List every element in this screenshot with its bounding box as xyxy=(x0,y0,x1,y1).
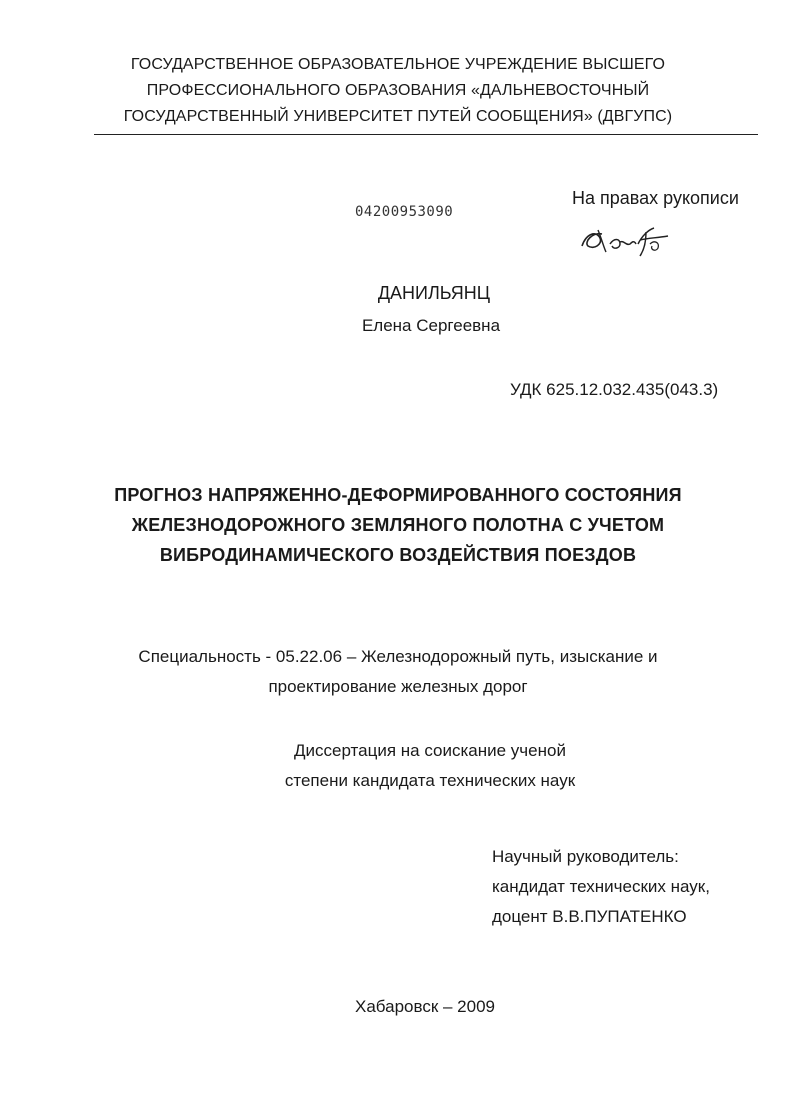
specialty-line-2: проектирование железных дорог xyxy=(268,677,528,696)
specialty-line-1: Специальность - 05.22.06 – Железнодорожный путь, изыскание и xyxy=(138,647,658,666)
udk-code: УДК 625.12.032.435(043.3) xyxy=(510,380,719,399)
specialty xyxy=(0,642,796,702)
degree-line-2: степени кандидата технических наук xyxy=(284,771,576,790)
title-line-1: ПРОГНОЗ НАПРЯЖЕННО-ДЕФОРМИРОВАННОГО СОСТОЯНИЯ xyxy=(114,485,682,505)
rights-note: На правах рукописи xyxy=(572,188,739,208)
dissertation-title xyxy=(0,480,796,570)
supervisor-line-2: кандидат технических наук, xyxy=(492,877,710,896)
city-year: Хабаровск – 2009 xyxy=(354,997,495,1016)
supervisor-block xyxy=(492,842,710,932)
institution-header xyxy=(0,52,796,130)
dissertation-degree xyxy=(0,736,796,796)
author-surname: ДАНИЛЬЯНЦ xyxy=(377,283,491,303)
supervisor-line-1: Научный руководитель: xyxy=(492,847,679,866)
degree-line-1: Диссертация на соискание ученой xyxy=(294,741,566,760)
title-line-3: ВИБРОДИНАМИЧЕСКОГО ВОЗДЕЙСТВИЯ ПОЕЗДОВ xyxy=(159,545,637,565)
supervisor-line-3: доцент В.В.ПУПАТЕНКО xyxy=(492,907,687,926)
institution-line-1: ГОСУДАРСТВЕННОЕ ОБРАЗОВАТЕЛЬНОЕ УЧРЕЖДЕНИЕ ВЫСШЕГО xyxy=(130,56,666,73)
header-divider xyxy=(94,134,758,135)
institution-line-3: ГОСУДАРСТВЕННЫЙ УНИВЕРСИТЕТ ПУТЕЙ СООБЩЕНИЯ» (ДВГУПС) xyxy=(123,108,673,125)
institution-line-2: ПРОФЕССИОНАЛЬНОГО ОБРАЗОВАНИЯ «ДАЛЬНЕВОСТОЧНЫЙ xyxy=(146,82,650,99)
catalog-number: 04200953090 xyxy=(355,204,454,220)
author-given-names: Елена Сергеевна xyxy=(361,316,501,335)
handwritten-signature xyxy=(576,220,676,260)
title-line-2: ЖЕЛЕЗНОДОРОЖНОГО ЗЕМЛЯНОГО ПОЛОТНА С УЧЕТОМ xyxy=(131,515,665,535)
